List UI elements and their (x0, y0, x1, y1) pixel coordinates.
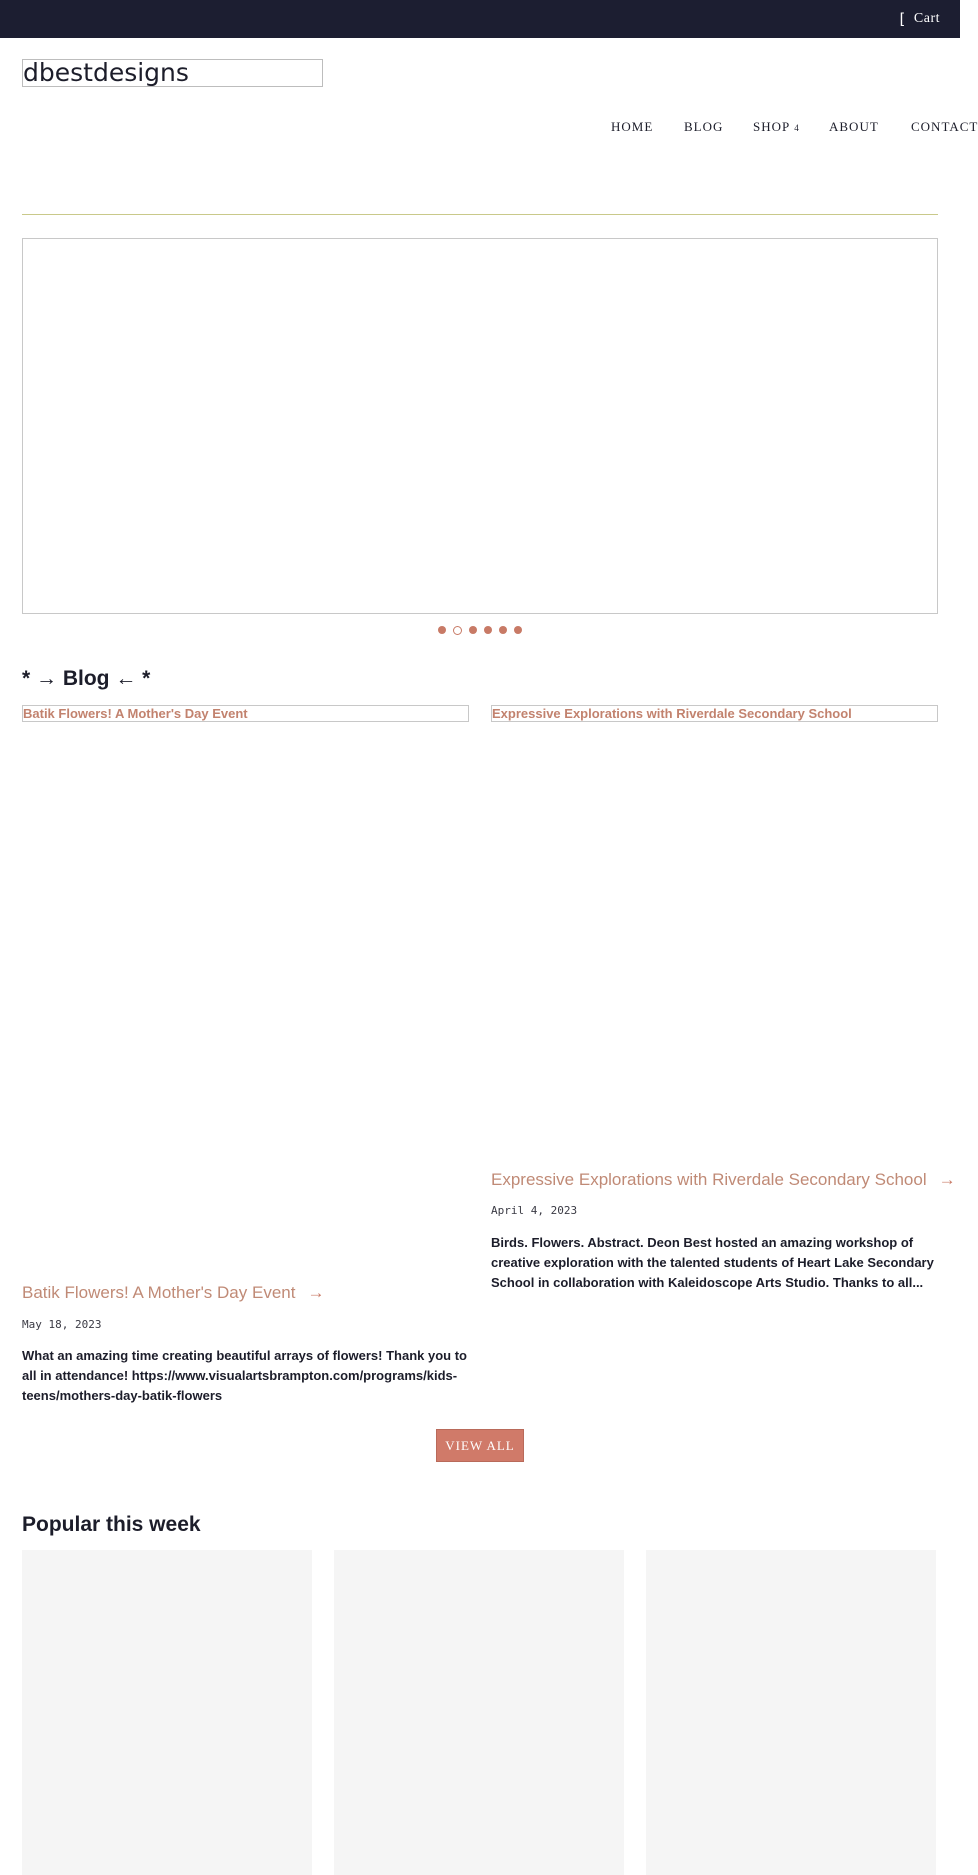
post-excerpt: What an amazing time creating beautiful arrays of flowers! Thank you to all in attendance! https://www.visualartsbrampton.com/programs/kids-teens/mothers-day-batik-flowers (22, 1348, 467, 1403)
slide-dot[interactable] (499, 626, 507, 634)
post-excerpt: Birds. Flowers. Abstract. Deon Best hosted an amazing workshop of creative exploration with the talented students of Heart Lake Secondary School in collaboration with Kaleidoscope Arts Studio. Thanks to all... (491, 1235, 934, 1290)
post-title: Expressive Explorations with Riverdale Secondary School (491, 1170, 927, 1189)
blog-heading: * → Blog ← * (22, 667, 151, 690)
slide-dot[interactable] (514, 626, 522, 634)
nav-shop[interactable] (753, 119, 800, 135)
header-divider (22, 214, 938, 215)
post-thumbnail-link[interactable]: Expressive Explorations with Riverdale Secondary School (491, 705, 938, 722)
arrow-right-icon: → (938, 1170, 956, 1189)
post-thumbnail-link[interactable]: Batik Flowers! A Mother's Day Event (22, 705, 469, 722)
arrow-right-icon: → (307, 1283, 325, 1302)
chevron-down-icon: 4 (794, 123, 800, 133)
product-card[interactable] (334, 1550, 624, 1875)
slideshow[interactable] (22, 238, 938, 614)
top-bar (0, 0, 960, 38)
product-card[interactable] (646, 1550, 936, 1875)
cart-icon: [ (899, 9, 906, 28)
nav-blog[interactable]: BLOG (684, 119, 724, 134)
slide-dot[interactable] (438, 626, 446, 634)
slide-dot[interactable] (453, 626, 462, 635)
slideshow-dots (0, 626, 960, 635)
post-title-link[interactable] (22, 1283, 324, 1303)
nav-home[interactable]: HOME (611, 119, 654, 134)
slide-dot[interactable] (469, 626, 477, 634)
popular-heading: Popular this week (22, 1513, 201, 1536)
cart-label: Cart (913, 11, 940, 26)
slide-dot[interactable] (484, 626, 492, 634)
nav-shop-label: SHOP (753, 119, 791, 134)
post-title: Batik Flowers! A Mother's Day Event (22, 1283, 296, 1302)
site-logo[interactable]: dbestdesigns (22, 59, 323, 87)
cart-link[interactable] (900, 11, 940, 27)
post-date: April 4, 2023 (491, 1204, 578, 1217)
view-all-button[interactable]: VIEW ALL (436, 1429, 524, 1462)
post-date: May 18, 2023 (22, 1318, 102, 1331)
nav-about[interactable]: ABOUT (829, 119, 879, 134)
nav-contact[interactable]: CONTACT (911, 119, 978, 134)
post-title-link[interactable] (491, 1170, 956, 1190)
product-card[interactable] (22, 1550, 312, 1875)
